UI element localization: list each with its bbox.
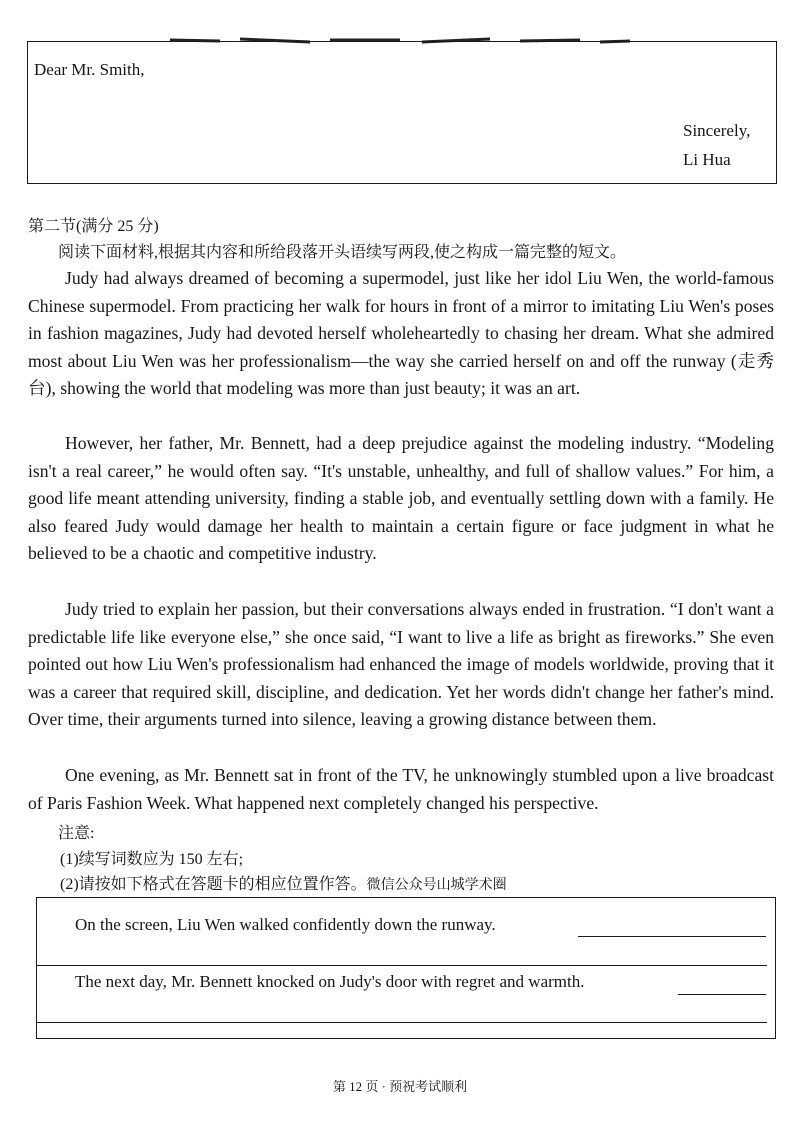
answer-line-1[interactable]: [37, 965, 767, 966]
paragraph-text: One evening, as Mr. Bennett sat in front of the TV, he unknowingly stumbled upon a live broadcast of Paris Fashion Week. What happened next completely changed his perspective.: [28, 765, 774, 813]
note-item-1: (1)续写词数应为 150 左右;: [60, 851, 244, 868]
passage-paragraph-2: [28, 430, 774, 568]
signature: Li Hua: [683, 150, 731, 169]
passage-paragraph-1: [28, 265, 774, 403]
section-heading: 第二节(满分 25 分): [28, 218, 159, 235]
paragraph-text: Judy had always dreamed of becoming a supermodel, just like her idol Liu Wen, the world-famous Chinese supermodel. From practicing her walk for hours in front of a mirror to imitating Liu Wen's poses in fashion magazines, Judy had devoted herself wholeheartedly to chasing her dream. What she admired most about Liu Wen was her professionalism—the way she carried herself on and off the runway (走秀台), showing the world that modeling was more than just beauty; it was an art.: [28, 268, 774, 398]
letter-greeting: Dear Mr. Smith,: [34, 60, 145, 79]
note-item-2: [60, 871, 507, 894]
page-footer: 第 12 页 · 预祝考试顺利: [332, 1079, 468, 1094]
passage-paragraph-3: [28, 596, 774, 734]
answer-line-2[interactable]: [37, 1022, 767, 1023]
section-instruction: 阅读下面材料,根据其内容和所给段落开头语续写两段,使之构成一篇完整的短文。: [58, 244, 627, 261]
answer-prompt-1: On the screen, Liu Wen walked confidently down the runway.: [75, 915, 496, 934]
paragraph-text: However, her father, Mr. Bennett, had a deep prejudice against the modeling industry. “Modeling isn't a real career,” he would often say. “It's unstable, unhealthy, and full of shallow values.” For him, a good life meant attending university, finding a stable job, and eventually settling down with a family. He also feared Judy would damage her health to maintain a certain figure or face judgment in what he believed to be a chaotic and competitive industry.: [28, 433, 774, 563]
answer-prompt-2: The next day, Mr. Bennett knocked on Judy's door with regret and warmth.: [75, 972, 585, 991]
closing-word: Sincerely,: [683, 121, 751, 140]
paragraph-text: Judy tried to explain her passion, but their conversations always ended in frustration. “I don't want a predictable life like everyone else,” she once said, “I want to live a life as bright as fireworks.” She even pointed out how Liu Wen's professionalism had enhanced the image of models worldwide, proving that it was a career that required skill, discipline, and dedication. Yet her words didn't change her father's mind. Over time, their arguments turned into silence, leaving a growing distance between them.: [28, 599, 774, 729]
note-item-2-text: (2)请按如下格式在答题卡的相应位置作答。: [60, 876, 367, 893]
letter-closing: [683, 116, 750, 174]
notes-title: 注意:: [58, 825, 95, 842]
passage-paragraph-4: [28, 762, 774, 817]
watermark-text: 微信公众号山城学术圈: [366, 878, 507, 893]
answer-blank-2[interactable]: [678, 994, 766, 995]
answer-blank-1[interactable]: [578, 936, 766, 937]
